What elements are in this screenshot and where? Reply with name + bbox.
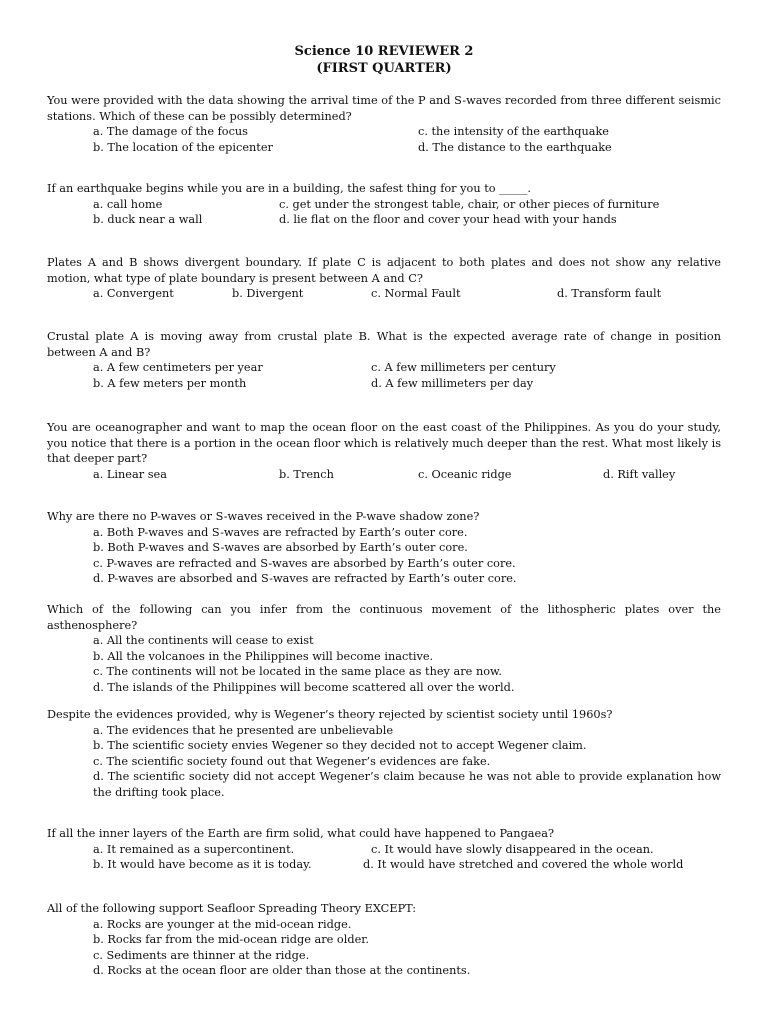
choice-a: a. All the continents will cease to exist <box>93 634 314 647</box>
choice-d: d. The islands of the Philippines will become scattered all over the world. <box>93 680 515 694</box>
question-stem: Which of the following can you infer from the continuous movement of the lithospheric plates over the asthenosphere? <box>47 603 721 632</box>
choice-d: d. Rocks at the ocean floor are older than those at the continents. <box>93 964 471 977</box>
question-1 <box>47 93 721 155</box>
choice-list <box>47 525 721 587</box>
question-stem: If all the inner layers of the Earth are firm solid, what could have happened to Pangaea? <box>47 827 555 840</box>
choice-c: c. the intensity of the earthquake <box>418 125 609 138</box>
question-6 <box>47 509 721 587</box>
choice-d: d. It would have stretched and covered the whole world <box>363 858 684 871</box>
choice-c: c. A few millimeters per century <box>371 361 556 374</box>
question-stem: Crustal plate A is moving away from crustal plate B. What is the expected average rate of change in position between A and B? <box>47 330 721 359</box>
choice-b: b. Rocks far from the mid-ocean ridge are older. <box>93 933 370 946</box>
choice-c: c. The scientific society found out that Wegener’s evidences are fake. <box>93 754 491 768</box>
choice-b: b. duck near a wall <box>93 213 203 226</box>
choice-a: a. The damage of the focus <box>93 125 248 138</box>
question-stem: Why are there no P-waves or S-waves received in the P-wave shadow zone? <box>47 510 480 523</box>
question-stem: You are oceanographer and want to map the ocean floor on the east coast of the Philippines. As you do your study, you notice that there is a portion in the ocean floor which is relatively much deeper than the rest. What most likely is that deeper part? <box>47 421 721 465</box>
question-8 <box>47 707 721 800</box>
choice-a: a. The evidences that he presented are unbelievable <box>93 723 394 737</box>
question-10 <box>47 901 721 979</box>
choice-row <box>47 212 721 228</box>
choice-d: d. The distance to the earthquake <box>418 140 612 154</box>
choice-b: b. Divergent <box>232 287 304 300</box>
choice-row <box>47 286 721 302</box>
choice-d: d. A few millimeters per day <box>371 376 534 390</box>
choice-row <box>47 124 721 140</box>
question-stem: Despite the evidences provided, why is Wegener’s theory rejected by scientist society until 1960s? <box>47 708 613 721</box>
document-subtitle: (FIRST QUARTER) <box>316 61 452 76</box>
choice-c: c. Normal Fault <box>371 287 461 300</box>
question-3 <box>47 255 721 302</box>
choice-row <box>47 140 721 156</box>
choice-b: b. The location of the epicenter <box>93 140 273 154</box>
choice-d: d. P-waves are absorbed and S-waves are refracted by Earth’s outer core. <box>93 572 517 585</box>
choice-b: b. A few meters per month <box>93 376 247 390</box>
question-2 <box>47 181 721 228</box>
choice-b: b. Trench <box>279 467 334 481</box>
choice-list <box>47 917 721 979</box>
choice-b: b. It would have become as it is today. <box>93 858 312 871</box>
choice-a: a. Rocks are younger at the mid-ocean ridge. <box>93 917 352 931</box>
choice-c: c. get under the strongest table, chair, or other pieces of furniture <box>279 197 660 211</box>
question-stem: You were provided with the data showing the arrival time of the P and S-waves recorded from three different seismic stations. Which of these can be possibly determined? <box>47 94 721 123</box>
question-stem: All of the following support Seafloor Spreading Theory EXCEPT: <box>47 902 417 915</box>
choice-c: c. P-waves are refracted and S-waves are absorbed by Earth’s outer core. <box>93 556 516 570</box>
choice-row <box>47 360 721 376</box>
question-7 <box>47 602 721 695</box>
choice-list <box>47 723 721 801</box>
choice-d: d. Rift valley <box>603 467 676 481</box>
choice-row <box>47 467 721 483</box>
choice-b: b. The scientific society envies Wegener so they decided not to accept Wegener claim. <box>93 739 587 752</box>
question-4 <box>47 329 721 391</box>
choice-a: a. call home <box>93 197 163 211</box>
question-stem: If an earthquake begins while you are in a building, the safest thing for you to _____. <box>47 182 531 195</box>
choice-d: d. lie flat on the floor and cover your head with your hands <box>279 213 617 226</box>
choice-a: a. Both P-waves and S-waves are refracted by Earth’s outer core. <box>93 525 468 539</box>
choice-d: d. Transform fault <box>557 287 662 300</box>
choice-d: d. The scientific society did not accept Wegener’s claim because he was not able to provide explanation how the drifting took place. <box>93 770 721 799</box>
choice-b: b. Both P-waves and S-waves are absorbed by Earth’s outer core. <box>93 541 468 554</box>
choice-a: a. A few centimeters per year <box>93 361 263 374</box>
document-title: Science 10 REVIEWER 2 <box>294 44 474 59</box>
question-9 <box>47 826 721 873</box>
choice-c: c. Oceanic ridge <box>418 467 512 481</box>
question-5 <box>47 420 721 482</box>
choice-row <box>47 376 721 392</box>
choice-a: a. Convergent <box>93 287 174 300</box>
choice-c: c. The continents will not be located in the same place as they are now. <box>93 665 502 678</box>
choice-row <box>47 197 721 213</box>
choice-a: a. Linear sea <box>93 467 167 481</box>
question-stem: Plates A and B shows divergent boundary. If plate C is adjacent to both plates and does not show any relative motion, what type of plate boundary is present between A and C? <box>47 256 721 285</box>
choice-a: a. It remained as a supercontinent. <box>93 842 295 856</box>
choice-b: b. All the volcanoes in the Philippines will become inactive. <box>93 649 434 663</box>
choice-list <box>47 633 721 695</box>
choice-row <box>47 857 721 873</box>
choice-row <box>47 842 721 858</box>
choice-c: c. It would have slowly disappeared in the ocean. <box>371 842 654 856</box>
choice-c: c. Sediments are thinner at the ridge. <box>93 948 310 962</box>
